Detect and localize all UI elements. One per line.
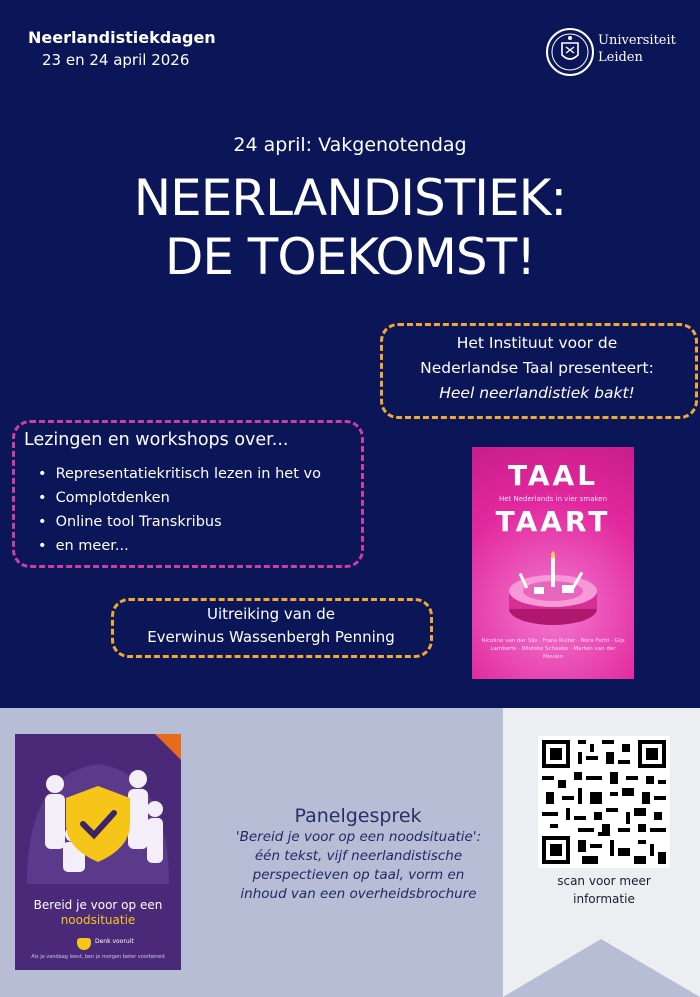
- list-item: • Online tool Transkribus: [38, 510, 321, 534]
- headline-line2: DE TOEKOMST!: [164, 228, 536, 286]
- university-name: Universiteit Leiden: [598, 33, 676, 65]
- chevron-decoration-icon: [503, 937, 700, 997]
- headline-line1: NEERLANDISTIEK:: [133, 169, 567, 227]
- book-title-bottom: TAART: [495, 505, 611, 538]
- list-item: • en meer...: [38, 534, 321, 558]
- lectures-list: [38, 462, 321, 558]
- ivdnt-callout-text: Het Instituut voor de Nederlandse Taal presenteert: Heel neerlandistiek bakt!: [420, 334, 654, 402]
- book-subtitle: Het Nederlands in vier smaken: [498, 495, 608, 503]
- shield-icon: [77, 938, 91, 950]
- panel-title: Panelgesprek: [294, 805, 422, 827]
- event-dates: 23 en 24 april 2026: [42, 51, 190, 69]
- list-item: • Complotdenken: [38, 486, 321, 510]
- lectures-title: Lezingen en workshops over...: [24, 430, 289, 450]
- qr-code[interactable]: [538, 736, 670, 868]
- people-illustration-icon: [15, 734, 181, 894]
- cake-illustration-icon: [502, 547, 604, 633]
- brochure-title: Bereid je voor op een noodsituatie: [33, 898, 163, 927]
- brochure-cover: [15, 734, 181, 970]
- qr-caption: scan voor meer informatie: [557, 874, 651, 906]
- panel-description: 'Bereid je voor op een noodsituatie': één tekst, vijf neerlandistische perspectieven op taal, vorm en inhoud van een overheidsbrochure: [235, 829, 482, 902]
- taal-taart-book-cover: [472, 447, 634, 679]
- brochure-brand: Denk vooruit: [95, 938, 134, 945]
- award-callout-text: Uitreiking van de Everwinus Wassenbergh Penning: [147, 605, 395, 646]
- day-subtitle: 24 april: Vakgenotendag: [233, 134, 467, 156]
- brochure-small-print: Als je vandaag leest, ben je morgen beter voorbereid: [31, 954, 165, 960]
- event-name: Neerlandistiekdagen: [28, 28, 216, 47]
- book-authors: Nicoline van der Sijs · Frans Ruiter · Nora Fertil · Gijs Lamberts · Wietske Schaake · Marten van der Meulen: [481, 638, 625, 660]
- list-item: • Representatiekritisch lezen in het vo: [38, 462, 321, 486]
- book-title-top: TAAL: [507, 459, 599, 492]
